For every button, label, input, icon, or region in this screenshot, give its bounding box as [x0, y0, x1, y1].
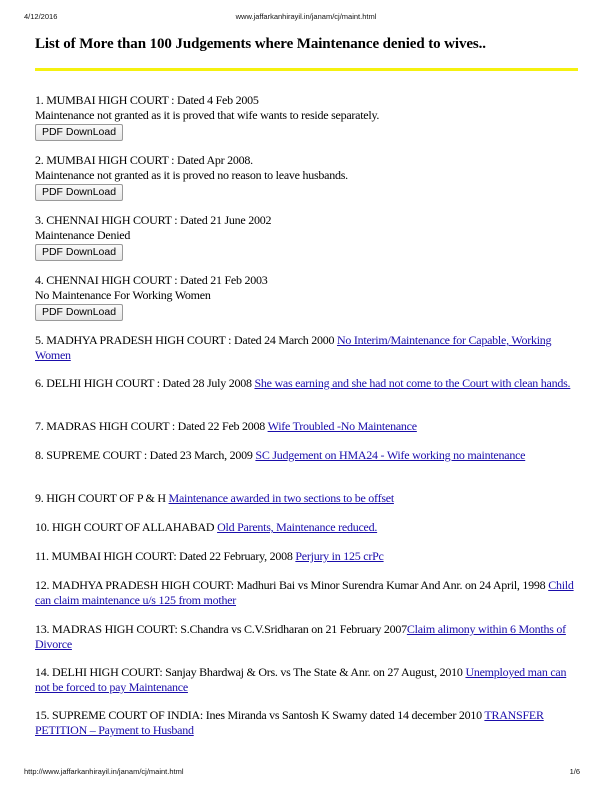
entry-link[interactable]: Claim alimony within 6 Months of Divorce: [35, 622, 566, 651]
list-item: [35, 153, 580, 201]
entry-heading: 4. CHENNAI HIGH COURT : Dated 21 Feb 2003: [35, 273, 268, 287]
entry-description: No Maintenance For Working Women: [35, 288, 211, 302]
entry-heading: 2. MUMBAI HIGH COURT : Dated Apr 2008.: [35, 153, 253, 167]
page-title: List of More than 100 Judgements where Maintenance denied to wives..: [35, 36, 486, 52]
entry-text: 11. MUMBAI HIGH COURT: Dated 22 February, 2008: [35, 549, 296, 563]
entry-heading: 3. CHENNAI HIGH COURT : Dated 21 June 2002: [35, 213, 272, 227]
entry-link[interactable]: SC Judgement on HMA24 - Wife working no maintenance: [255, 448, 526, 462]
entry-text: 10. HIGH COURT OF ALLAHABAD: [35, 520, 218, 534]
entry-description: Maintenance not granted as it is proved that wife wants to reside separately.: [35, 108, 380, 122]
print-footer: [24, 767, 588, 779]
list-item: [35, 708, 580, 738]
page-number: 1/6: [569, 767, 580, 776]
pdf-download-button[interactable]: PDF DownLoad: [35, 244, 123, 261]
title-divider: [35, 68, 578, 71]
list-item: [35, 376, 580, 391]
list-item: [35, 549, 580, 564]
list-item: [35, 520, 580, 535]
list-item: [35, 491, 580, 506]
entry-link[interactable]: Perjury in 125 crPc: [295, 549, 384, 563]
entry-text: 9. HIGH COURT OF P & H: [35, 491, 169, 505]
pdf-download-button[interactable]: PDF DownLoad: [35, 304, 123, 321]
entry-description: Maintenance not granted as it is proved no reason to leave husbands.: [35, 168, 348, 182]
entry-link[interactable]: No Interim/Maintenance for Capable, Working Women: [35, 333, 552, 362]
entry-description: Maintenance Denied: [35, 228, 131, 242]
entry-link[interactable]: TRANSFER PETITION – Payment to Husband: [35, 708, 544, 737]
list-item: [35, 213, 580, 261]
entry-text: 5. MADHYA PRADESH HIGH COURT : Dated 24 March 2000: [35, 333, 337, 347]
entry-text: 12. MADHYA PRADESH HIGH COURT: Madhuri Bai vs Minor Surendra Kumar And Anr. on 24 April, 1998: [35, 578, 549, 592]
print-url: www.jaffarkanhirayil.in/janam/cj/maint.html: [235, 12, 377, 21]
entry-heading: 1. MUMBAI HIGH COURT : Dated 4 Feb 2005: [35, 93, 259, 107]
entry-link[interactable]: Maintenance awarded in two sections to be offset: [168, 491, 394, 505]
list-item: [35, 93, 580, 141]
list-item: [35, 333, 580, 363]
entry-link[interactable]: Old Parents, Maintenance reduced.: [217, 520, 378, 534]
pdf-download-button[interactable]: PDF DownLoad: [35, 184, 123, 201]
entry-text: 8. SUPREME COURT : Dated 23 March, 2009: [35, 448, 256, 462]
list-item: [35, 419, 580, 434]
entry-text: 6. DELHI HIGH COURT : Dated 28 July 2008: [35, 376, 255, 390]
entry-text: 15. SUPREME COURT OF INDIA: Ines Miranda vs Santosh K Swamy dated 14 december 2010: [35, 708, 485, 722]
entry-link[interactable]: She was earning and she had not come to the Court with clean hands.: [254, 376, 571, 390]
entry-link[interactable]: Wife Troubled -No Maintenance: [267, 419, 417, 433]
list-item: [35, 622, 580, 652]
entry-text: 13. MADRAS HIGH COURT: S.Chandra vs C.V.Sridharan on 21 February 2007: [35, 622, 407, 636]
print-header: [24, 12, 588, 24]
entry-link[interactable]: Unemployed man can not be forced to pay Maintenance: [35, 665, 567, 694]
entry-link[interactable]: Child can claim maintenance u/s 125 from mother: [35, 578, 574, 607]
list-item: [35, 448, 580, 463]
entry-text: 14. DELHI HIGH COURT: Sanjay Bhardwaj & Ors. vs The State & Anr. on 27 August, 2010: [35, 665, 466, 679]
entry-text: 7. MADRAS HIGH COURT : Dated 22 Feb 2008: [35, 419, 268, 433]
list-item: [35, 273, 580, 321]
list-item: [35, 665, 580, 695]
print-date: 4/12/2016: [24, 12, 58, 21]
list-item: [35, 578, 580, 608]
footer-url: http://www.jaffarkanhirayil.in/janam/cj/maint.html: [24, 767, 184, 776]
pdf-download-button[interactable]: PDF DownLoad: [35, 124, 123, 141]
